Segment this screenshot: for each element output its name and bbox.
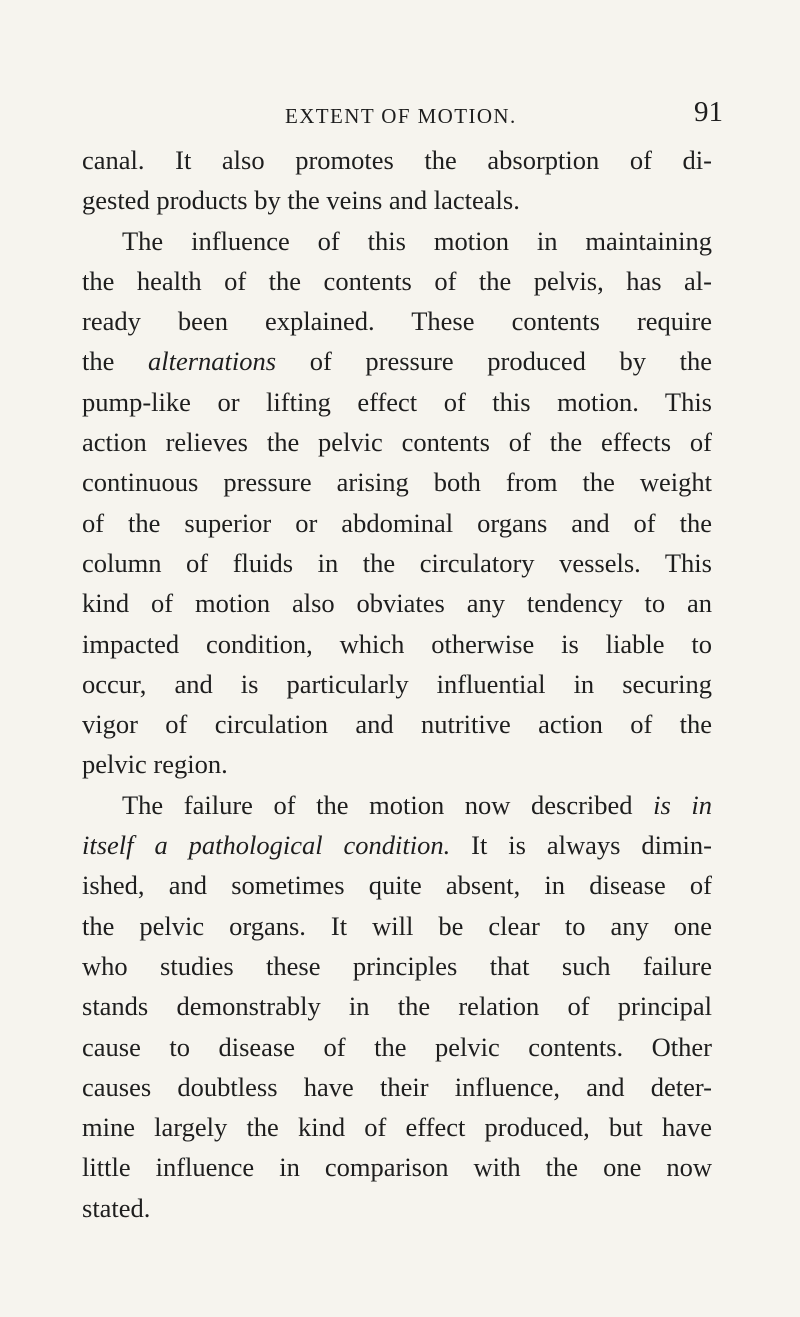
running-title: EXTENT OF MOTION. [285, 104, 517, 128]
text-line: gested products by the veins and lacteals. [82, 185, 520, 216]
text-segment: of pressure produced by the [276, 346, 713, 377]
emphasis-text: itself a pathological condition. [82, 830, 451, 861]
text-line: ished, and sometimes quite absent, in disease of [82, 870, 712, 901]
text-line: canal. It also promotes the absorption of di- [82, 145, 712, 175]
text-line: kind of motion also obviates any tendency to an [82, 588, 712, 619]
text-line [82, 825, 712, 865]
text-line: the pelvic organs. It will be clear to any one [82, 910, 712, 941]
text-line [82, 341, 712, 381]
text-line: little influence in comparison with the one now [82, 1152, 712, 1183]
running-head [0, 96, 800, 136]
text-line: ready been explained. These contents require [82, 306, 712, 337]
text-line: vigor of circulation and nutritive action of the [82, 709, 712, 740]
text-line [82, 785, 712, 825]
text-line: continuous pressure arising both from the weight [82, 467, 712, 498]
text-line: causes doubtless have their influence, and deter- [82, 1071, 712, 1102]
text-segment: the [82, 346, 148, 377]
paragraph-2 [82, 221, 712, 785]
text-line: pelvic region. [82, 749, 228, 780]
emphasis-text: is in [653, 789, 712, 820]
text-line: occur, and is particularly influential in securing [82, 668, 712, 699]
text-line: the health of the contents of the pelvis, has al- [82, 265, 712, 296]
text-segment: It is always dimin- [450, 830, 712, 861]
body-text [82, 140, 712, 1228]
text-line: who studies these principles that such failure [82, 950, 712, 981]
paragraph-1 [82, 140, 712, 221]
text-segment: The failure of the motion now described [122, 789, 654, 820]
text-line: mine largely the kind of effect produced, but have [82, 1112, 712, 1143]
text-line: stated. [82, 1192, 151, 1223]
page-number: 91 [694, 96, 723, 128]
text-line: The influence of this motion in maintaining [122, 225, 712, 256]
emphasis-text: alternations [148, 346, 277, 377]
text-line: pump-like or lifting effect of this motion. This [82, 386, 712, 417]
paragraph-3 [82, 785, 712, 1228]
text-line: of the superior or abdominal organs and of the [82, 507, 712, 538]
text-line: cause to disease of the pelvic contents. Other [82, 1031, 712, 1062]
text-line: column of fluids in the circulatory vessels. This [82, 547, 712, 578]
text-line: impacted condition, which otherwise is liable to [82, 628, 712, 659]
text-line: stands demonstrably in the relation of principal [82, 991, 712, 1022]
text-line: action relieves the pelvic contents of the effects of [82, 427, 712, 458]
